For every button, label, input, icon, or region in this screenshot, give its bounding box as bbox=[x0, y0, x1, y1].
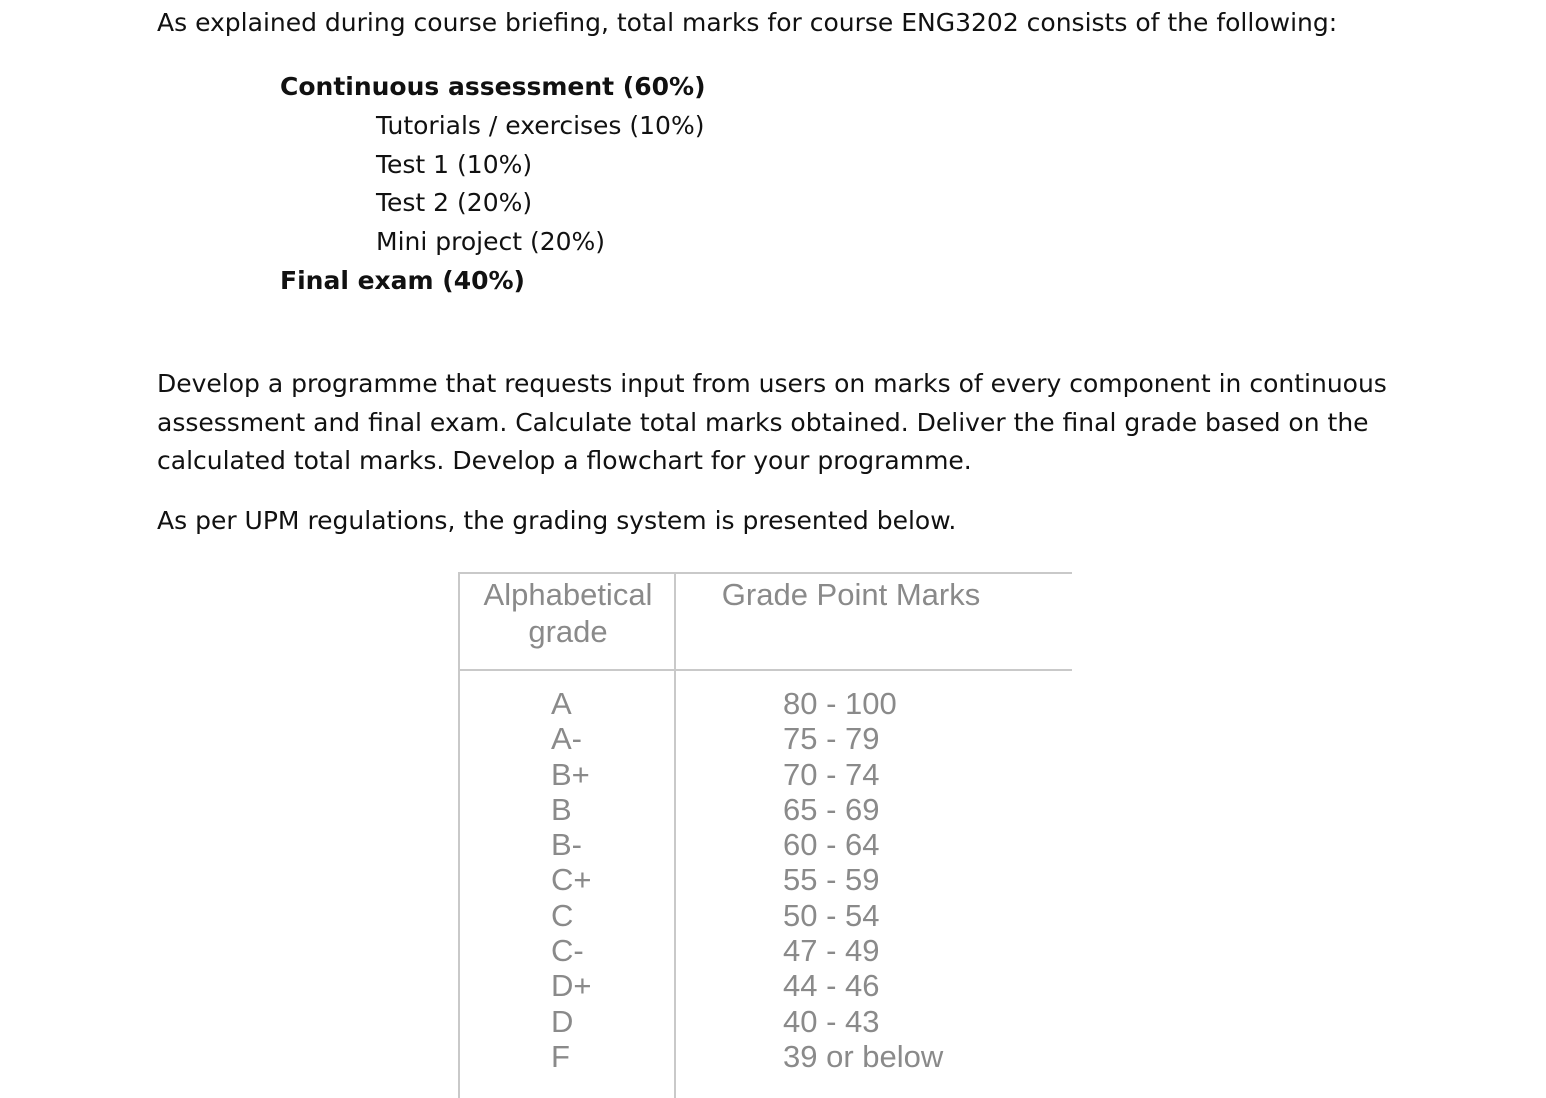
regulations-paragraph: As per UPM regulations, the grading system is presented below. bbox=[157, 506, 957, 535]
assessment-breakdown bbox=[280, 68, 706, 301]
header-alphabetical-grade: Alphabetical grade bbox=[483, 577, 653, 649]
table-header-divider bbox=[458, 669, 1072, 671]
grade-letter: B- bbox=[551, 827, 582, 863]
component-mini-project: Mini project (20%) bbox=[376, 227, 606, 257]
grade-marks-range: 60 - 64 bbox=[783, 827, 880, 863]
continuous-assessment-heading: Continuous assessment (60%) bbox=[280, 72, 706, 101]
grade-letter: C+ bbox=[551, 862, 592, 898]
grade-marks-range: 75 - 79 bbox=[783, 721, 880, 757]
table-top-border bbox=[458, 572, 1072, 574]
grade-letter: D+ bbox=[551, 968, 592, 1004]
grade-marks-range: 40 - 43 bbox=[783, 1003, 880, 1039]
intro-paragraph: As explained during course briefing, total marks for course ENG3202 consists of the following: bbox=[157, 8, 1338, 37]
grade-letter: B+ bbox=[551, 756, 590, 792]
task-paragraph: Develop a programme that requests input from users on marks of every component in continuous assessment and final exam. Calculate total marks obtained. Deliver the final grade based on the calculated total marks. Develop a flowchart for your programme. bbox=[157, 369, 1387, 475]
grade-letter-column bbox=[551, 686, 592, 1074]
grade-letter: D bbox=[551, 1003, 574, 1039]
grade-letter: C- bbox=[551, 933, 584, 969]
header-grade-point-marks: Grade Point Marks bbox=[721, 577, 981, 612]
component-test-2: Test 2 (20%) bbox=[376, 188, 533, 218]
component-test-1: Test 1 (10%) bbox=[376, 149, 533, 179]
component-tutorials: Tutorials / exercises (10%) bbox=[376, 110, 705, 140]
grade-marks-range: 70 - 74 bbox=[783, 756, 880, 792]
grade-marks-range: 47 - 49 bbox=[783, 933, 880, 969]
table-column-divider bbox=[674, 572, 676, 1098]
final-exam-heading: Final exam (40%) bbox=[280, 265, 525, 295]
grade-letter: A bbox=[551, 686, 572, 721]
table-left-border bbox=[458, 572, 460, 1098]
grade-letter: F bbox=[551, 1038, 570, 1074]
grade-letter: B bbox=[551, 791, 572, 827]
grading-table bbox=[458, 572, 1072, 1098]
grade-letter: A- bbox=[551, 721, 582, 757]
grade-marks-range: 39 or below bbox=[783, 1038, 944, 1074]
marks-range-column bbox=[783, 686, 943, 1074]
grade-marks-range: 55 - 59 bbox=[783, 862, 880, 898]
grade-marks-range: 65 - 69 bbox=[783, 791, 880, 827]
grade-letter: C bbox=[551, 897, 574, 933]
grade-marks-range: 44 - 46 bbox=[783, 968, 880, 1004]
grade-marks-range: 80 - 100 bbox=[783, 686, 897, 721]
grade-marks-range: 50 - 54 bbox=[783, 897, 880, 933]
